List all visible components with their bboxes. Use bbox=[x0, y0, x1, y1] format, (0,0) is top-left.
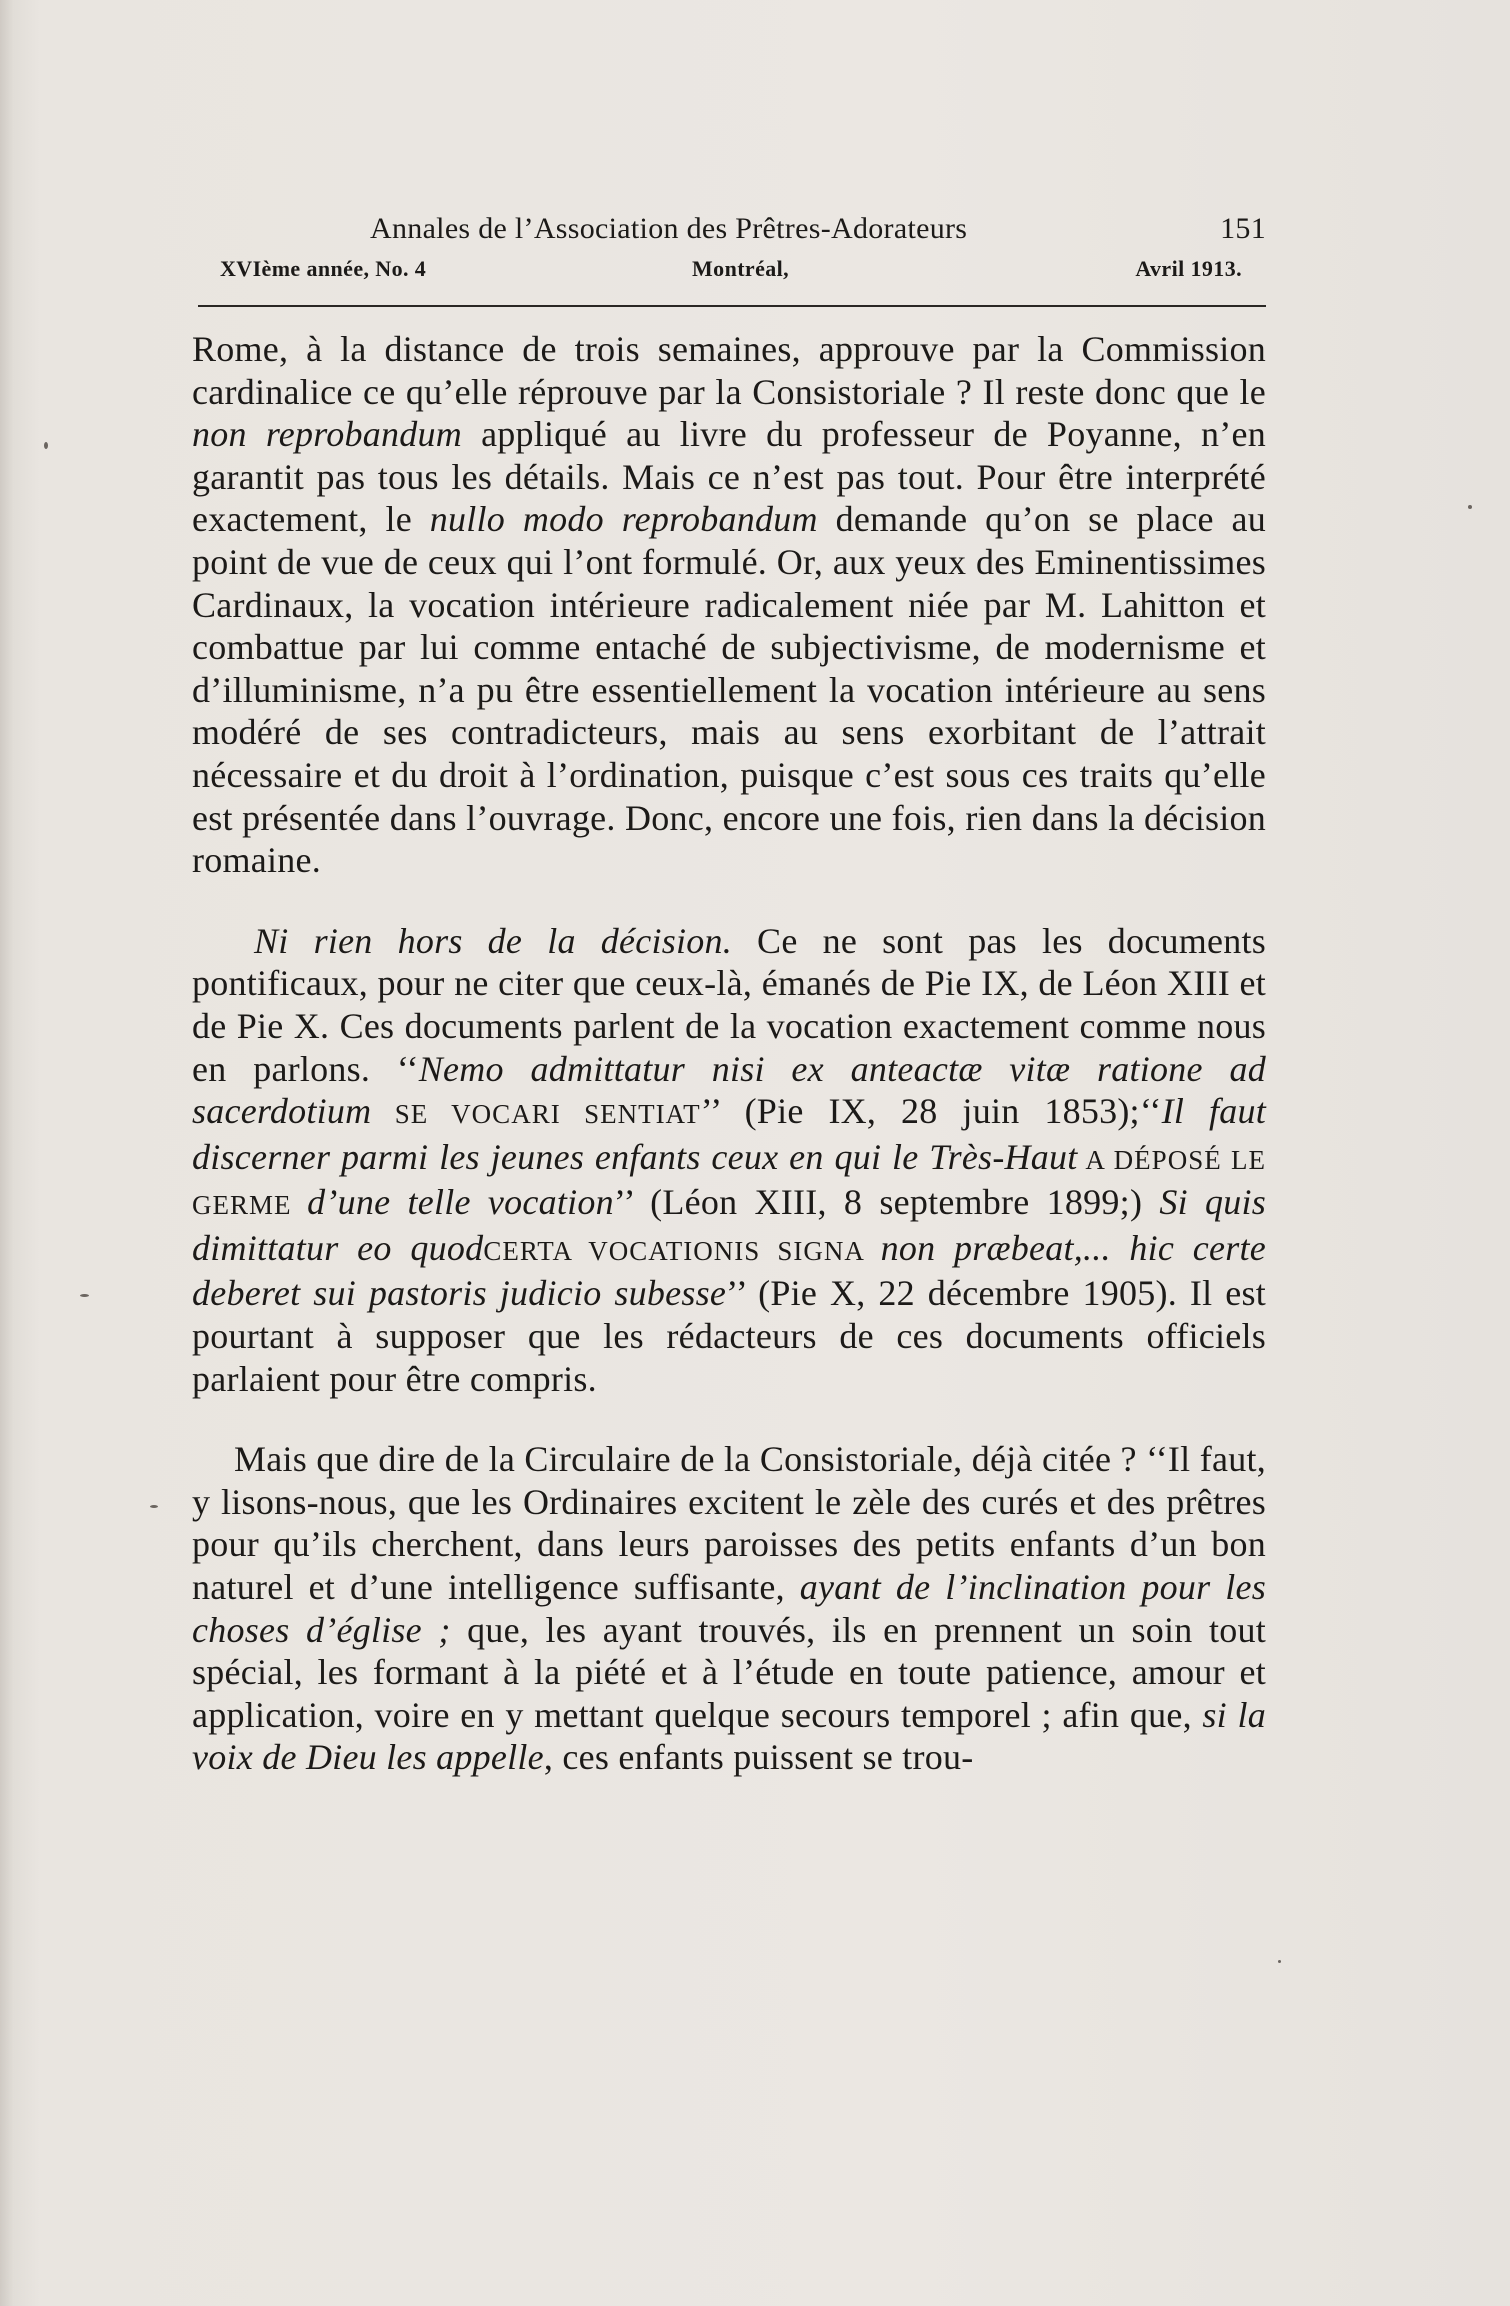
p2-smallcaps-2: A DÉPOSÉ LE GERME bbox=[192, 1144, 1266, 1221]
p1-italic-1: non reprobandum bbox=[192, 414, 462, 455]
p2-text-4: ’’ (Pie X, 22 décembre 1905). Il est pourtant à supposer que les rédacteurs de ces documents officiels parlaient pour être compris. bbox=[192, 1273, 1266, 1399]
p2-quote-open-1: ‘‘ bbox=[396, 1048, 419, 1089]
p3-italic-1: ayant de l’inclination pour les choses d’église ; bbox=[192, 1567, 1266, 1650]
paragraph-1 bbox=[192, 328, 1266, 882]
p3-text-1: Mais que dire de la Circulaire de la Consistoriale, déjà citée ? ‘‘Il faut, y lisons-nous, que les Ordinaires excitent le zèle des curés et des prêtres pour qu’ils cherchent, dans leurs paroisses des petits enfants d’un bon naturel et d’une intelligence suffisante, bbox=[192, 1439, 1266, 1608]
p3-italic-2: si la voix de Dieu les appelle bbox=[192, 1694, 1267, 1778]
p2-italic-5: Si quis dimittatur eo quod bbox=[192, 1182, 1267, 1268]
p1-text-3: demande qu’on se place au point de vue de ceux qui l’ont formulé. Or, aux yeux des Eminentissimes Cardinaux, la vocation intérieure radicalement niée par M. Lahitton et combattue par lui comme entaché de subjectivisme, de modernisme et d’illuminisme, n’a pu être essentiellement la vocation intérieure au sens modéré de ses contradicteurs, mais au sens exorbitant de l’attrait nécessaire et du droit à l’ordination, puisque c’est sous ces traits qu’elle est présentée dans l’ouvrage. Donc, encore une fois, rien dans la décision romaine. bbox=[192, 499, 1266, 881]
p2-smallcaps-3: CERTA VOCATIONIS SIGNA bbox=[483, 1235, 881, 1266]
journal-title: Annales de l’Association des Prêtres-Adorateurs bbox=[370, 212, 968, 245]
p2-italic-4: d’une telle vocation bbox=[307, 1182, 614, 1223]
margin-speck bbox=[80, 1294, 89, 1297]
p2-text-2: ’’ (Pie IX, 28 juin 1853); bbox=[700, 1091, 1140, 1132]
p3-text-2: que, les ayant trouvés, ils en prennent un soin tout spécial, les formant à la piété et à l’étude en toute patience, amour et application, voire en y mettant quelque secours temporel ; afin que, bbox=[192, 1609, 1266, 1735]
p1-italic-2: nullo modo reprobandum bbox=[429, 499, 818, 540]
p1-text-1: Rome, à la distance de trois semaines, approuve par la Commission cardinalice ce qu’elle réprouve par la Consistoriale ? Il reste donc que le bbox=[192, 329, 1266, 412]
header-rule bbox=[198, 305, 1266, 307]
p2-italic-3: Il faut discerner parmi les jeunes enfants ceux en qui le Très-Haut bbox=[192, 1091, 1266, 1177]
volume-issue: XVIème année, No. 4 bbox=[220, 256, 427, 281]
p3-text-3: , ces enfants puissent se trou- bbox=[543, 1737, 974, 1778]
running-head-line-2 bbox=[198, 256, 1266, 292]
p2-smallcaps-1: SE VOCARI SENTIAT bbox=[371, 1099, 701, 1130]
publication-date: Avril 1913. bbox=[1135, 256, 1242, 281]
margin-speck bbox=[44, 442, 48, 449]
running-head-line-1 bbox=[198, 212, 1266, 256]
margin-speck bbox=[1278, 1960, 1281, 1963]
body-text bbox=[192, 328, 1266, 1779]
margin-speck bbox=[150, 1505, 158, 1508]
page-number: 151 bbox=[1220, 212, 1266, 245]
p2-text-1: Ce ne sont pas les documents pontificaux, pour ne citer que ceux-là, émanés de Pie IX, de Léon XIII et de Pie X. Ces documents parlent de la vocation exactement comme nous en parlons. bbox=[192, 920, 1266, 1089]
p2-quote-open-2: ‘‘ bbox=[1139, 1091, 1162, 1132]
running-head bbox=[198, 212, 1266, 292]
paragraph-2 bbox=[192, 920, 1266, 1401]
page-edge-shadow bbox=[0, 0, 14, 2306]
p1-text-2: appliqué au livre du professeur de Poyanne, n’en garantit pas tous les détails. Mais ce n’est pas tout. Pour être interprété exactement, le bbox=[192, 414, 1266, 540]
paragraph-3 bbox=[192, 1438, 1266, 1779]
p2-text-3: ’’ (Léon XIII, 8 septembre 1899;) bbox=[613, 1182, 1160, 1223]
margin-speck bbox=[1468, 505, 1472, 509]
publication-city: Montréal, bbox=[692, 256, 790, 281]
p2-italic-2: Nemo admittatur nisi ex anteactæ vitæ ratione ad sacerdotium bbox=[192, 1048, 1266, 1132]
p2-italic-6: non præbeat,... hic certe deberet sui pastoris judicio subesse bbox=[192, 1227, 1266, 1314]
p2-italic-1: Ni rien hors de la décision. bbox=[254, 920, 732, 961]
